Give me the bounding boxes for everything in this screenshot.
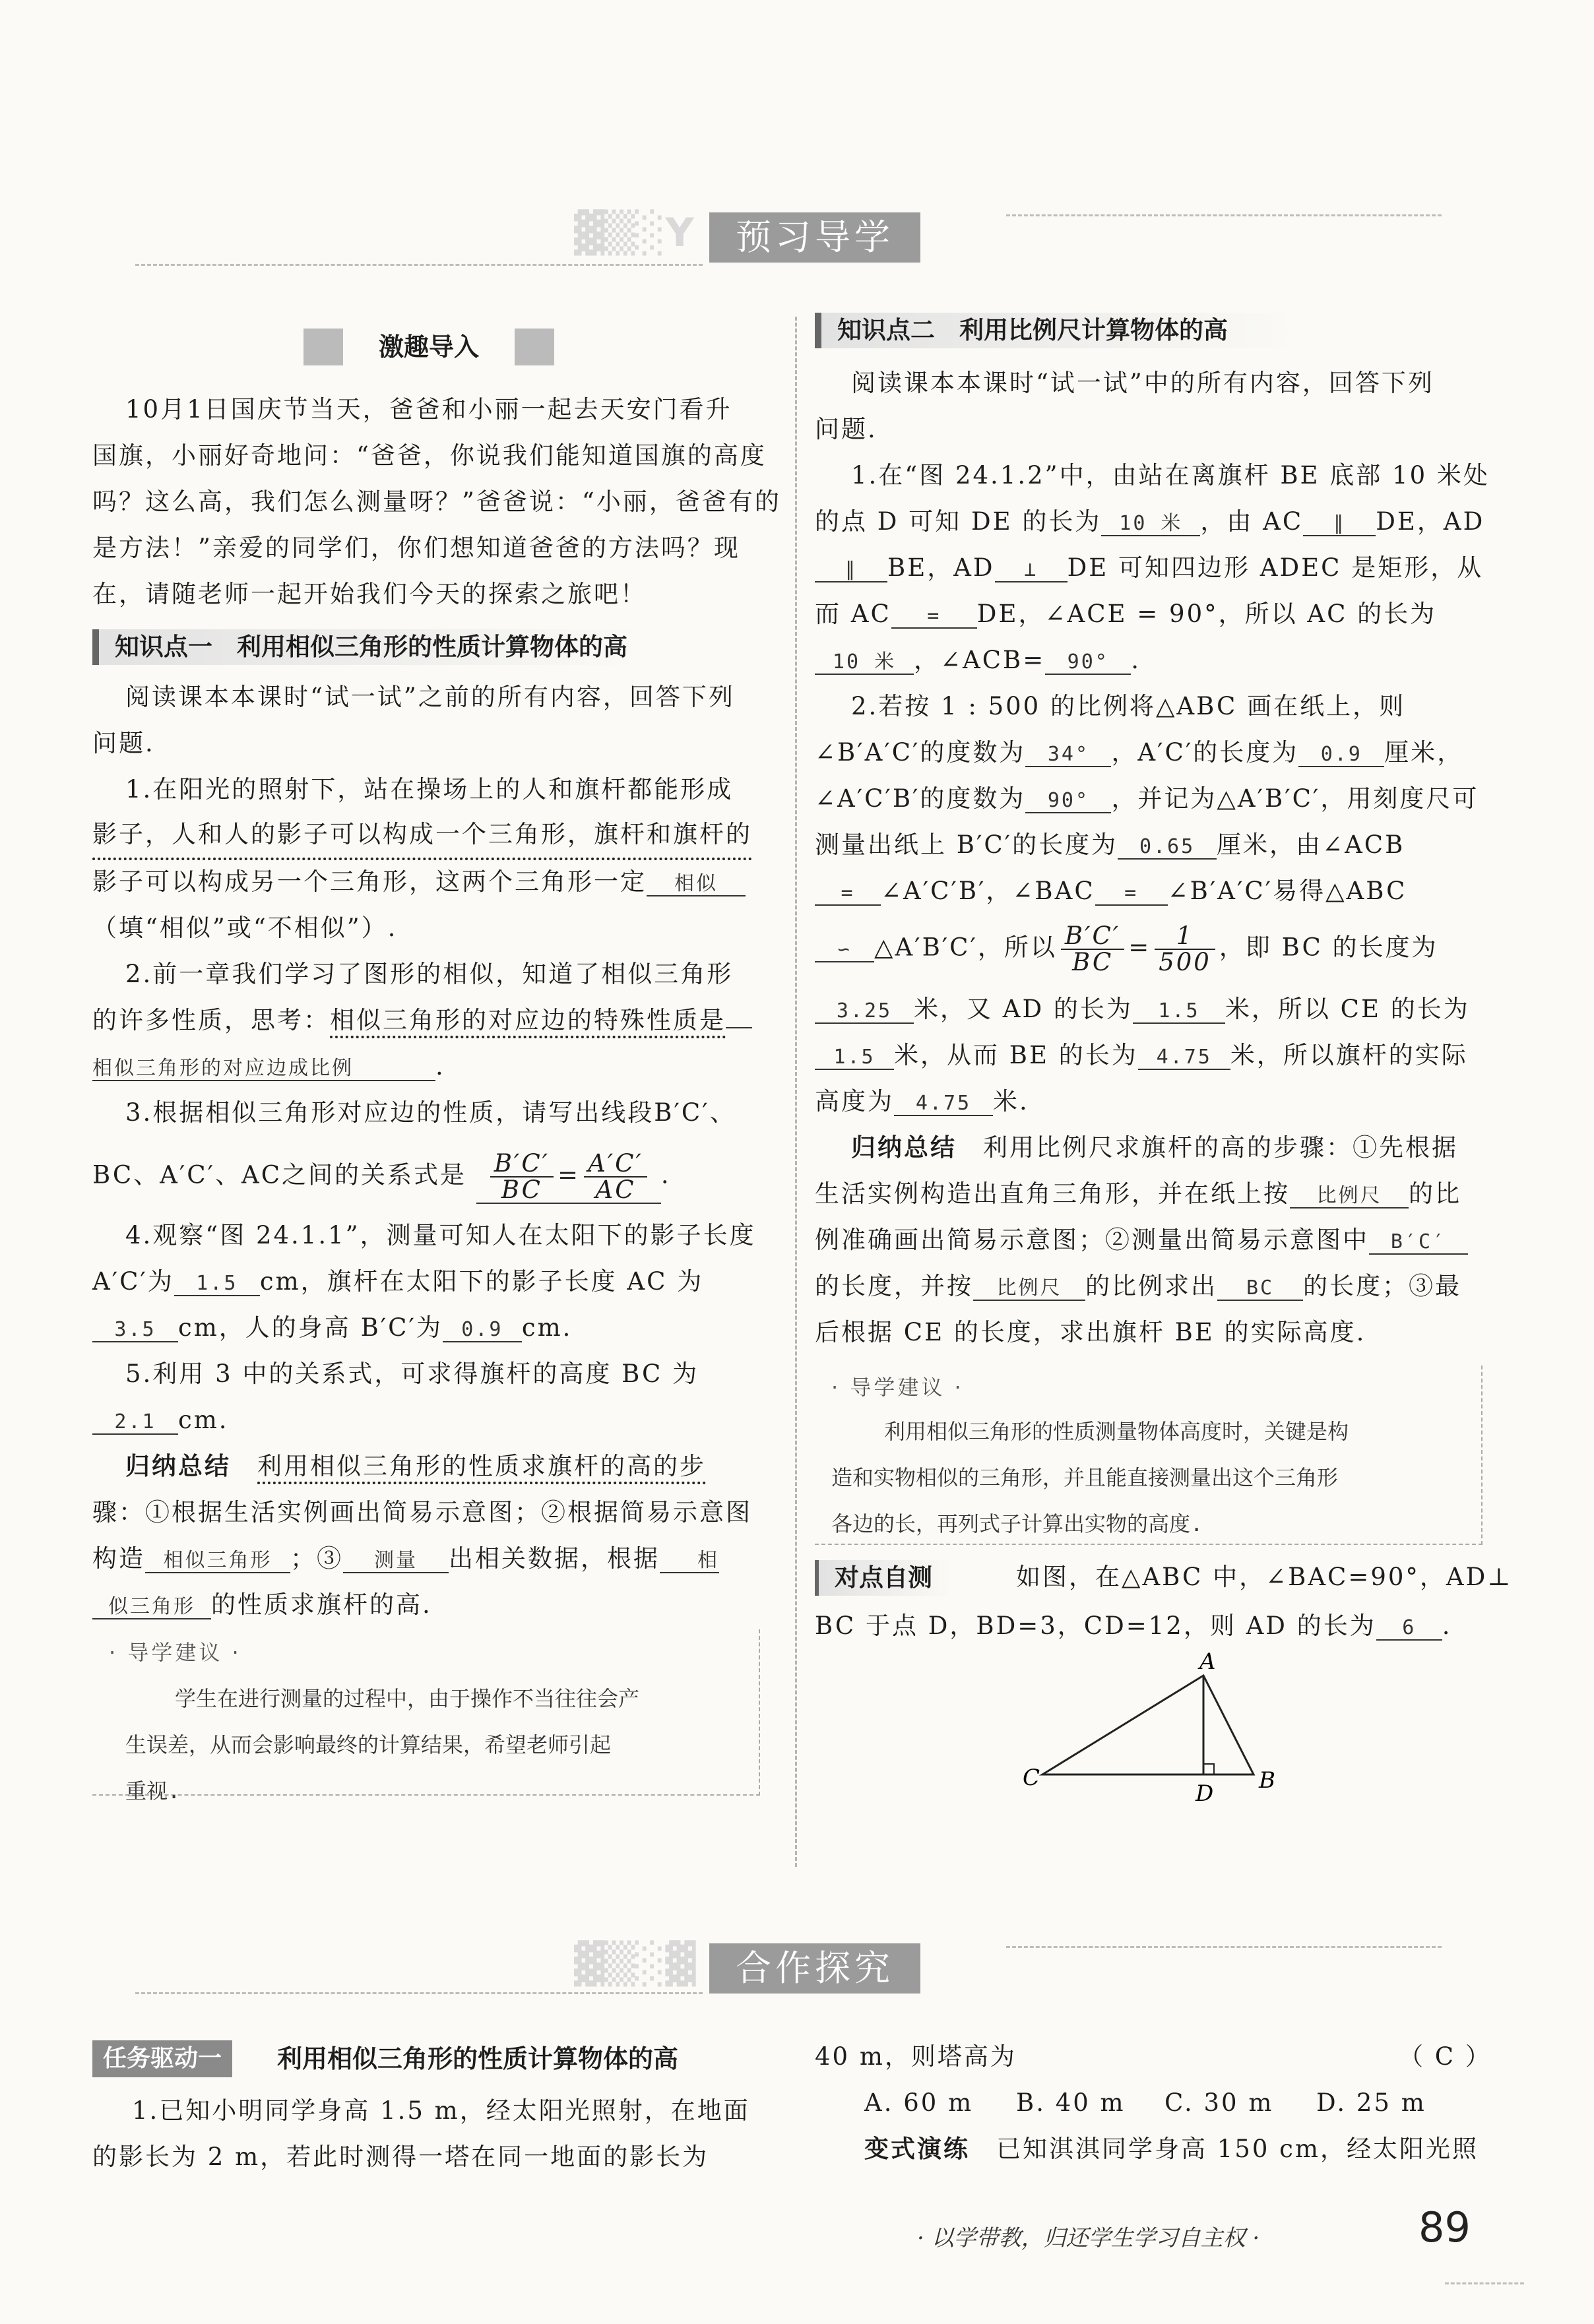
r2-answer-2: 0.9: [1298, 743, 1384, 767]
q3-answer: [476, 1151, 661, 1204]
r2-2b: ，A′C′的长度为: [1111, 738, 1299, 767]
right-summary-answer-2: B′C′: [1369, 1231, 1468, 1255]
r2-7a: 米，又 AD 的长为: [914, 995, 1133, 1023]
variant-text: 已知淇淇同学身高 150 cm，经太阳光照: [996, 2135, 1479, 2163]
r2-5a: ∠A′C′B′，∠BAC: [881, 877, 1095, 905]
r2-line-3: [815, 776, 1479, 822]
kp2-read-2: 问题.: [815, 415, 877, 443]
left-summary-label: 归纳总结: [125, 1452, 231, 1480]
q4-line-3: [92, 1305, 572, 1351]
q1-answer: 相似: [647, 873, 746, 896]
r2-6b: ，即 BC 的长度为: [1219, 933, 1438, 962]
self-test-2a: BC 于点 D，BD=3，CD=12，则 AD 的长为: [815, 1612, 1376, 1640]
r2-line-9: [815, 1079, 1029, 1125]
label-d: D: [1196, 1780, 1214, 1807]
right-summary-line-1: [851, 1125, 1458, 1171]
intro-line-1: 10月1日国庆节当天，爸爸和小丽一起去天安门看升: [125, 395, 732, 424]
left-tip-line-1: 学生在进行测量的过程中，由于操作不当往往会产: [175, 1686, 640, 1711]
r2-3b: ，并记为△A′B′C′，用刻度尺可: [1111, 784, 1479, 813]
label-b: B: [1259, 1767, 1275, 1794]
option-a: A. 60 m: [864, 2088, 974, 2117]
page-number: 89: [1419, 2203, 1471, 2251]
q2-answer: 相似三角形的对应边成比例: [92, 1057, 435, 1081]
t1-answer: （ C ）: [1399, 2042, 1492, 2071]
q3-fraction-2: [584, 1151, 647, 1203]
r1-line-1: 1.在“图 24.1.2”中，由站在离旗杆 BE 底部 10 米处: [851, 461, 1490, 489]
kp2-read-1: 阅读课本本课时“试一试”中的所有内容，回答下列: [851, 369, 1434, 397]
right-summary-line-2: [815, 1171, 1461, 1217]
r2-answer-3: 90°: [1025, 790, 1111, 813]
r2-line-1: 2.若按 1 : 500 的比例将△ABC 画在纸上，则: [851, 692, 1406, 720]
left-tip-line-3: 重视.: [125, 1778, 181, 1804]
q1-line-1: 1.在阳光的照射下，站在操场上的人和旗杆都能形成: [125, 775, 734, 803]
q3-line-2: BC、A′C′、AC之间的关系式是 $\frac{B'C'}{BC}$ = $\frac{A'C'}{AC}$ .: [92, 1149, 671, 1204]
r2-answer-11: 4.75: [1138, 1046, 1230, 1070]
kp1-heading: 知识点一 利用相似三角形的性质计算物体的高: [92, 629, 781, 665]
t1-right-line-1: 40 m，则塔高为: [815, 2042, 1017, 2071]
self-test-answer: 6: [1376, 1617, 1442, 1641]
kp2-heading: 知识点二 利用比例尺计算物体的高: [815, 313, 1418, 348]
right-tip-label: · 导学建议 ·: [831, 1375, 964, 1400]
r2-8b: 米，所以旗杆的实际: [1230, 1041, 1468, 1069]
right-summary-line-5: 后根据 CE 的长度，求出旗杆 BE 的实际高度.: [815, 1318, 1366, 1346]
left-summary-3c: 出相关数据，根据: [449, 1544, 660, 1573]
r1-answer-3: ∥: [815, 559, 887, 582]
option-b: B. 40 m: [1016, 2088, 1126, 2117]
r2-3a: ∠A′C′B′的度数为: [815, 784, 1026, 813]
footer-decoration: [1445, 2282, 1524, 2284]
q5-unit: cm.: [178, 1406, 229, 1434]
label-a: A: [1199, 1649, 1216, 1675]
r2-line-4: [815, 822, 1405, 868]
task-label: 任务驱动一: [92, 2040, 232, 2077]
t1-line-2: 的影长为 2 m，若此时测得一塔在同一地面的影长为: [92, 2143, 709, 2171]
r1-line-3: [815, 545, 1483, 591]
r1-line-4: [815, 591, 1436, 637]
q5-answer: 2.1: [92, 1411, 178, 1435]
r1-line-5: [815, 637, 1141, 683]
left-summary-answer-3a: 相: [660, 1550, 719, 1573]
r2-answer-7: ∽: [815, 939, 874, 962]
r2-answer-8: 3.25: [815, 1000, 914, 1024]
q3-den2: AC: [595, 1176, 636, 1204]
q2-blank-lead: [726, 1027, 752, 1028]
right-summary-line-4: [815, 1263, 1461, 1309]
column-divider: [795, 317, 797, 1867]
r1-3b: DE 可知四边形 ADEC 是矩形，从: [1067, 553, 1484, 582]
r1-4a: 而 AC: [815, 600, 891, 628]
q4-line-2a: A′C′为: [92, 1267, 174, 1296]
r2-answer-9: 1.5: [1133, 1000, 1225, 1024]
r2-line-6: [815, 924, 1438, 975]
right-angle-mark: [1203, 1764, 1214, 1774]
q1-line-2: 影子，人和人的影子可以构成一个三角形，旗杆和旗杆的: [92, 813, 752, 860]
footer-motto: · 以学带教，归还学生学习自主权 ·: [917, 2225, 1260, 2251]
right-summary-4c: 的长度；③最: [1303, 1272, 1461, 1300]
intro-line-3: 吗？这么高，我们怎么测量呀？”爸爸说：“小丽，爸爸有的: [92, 487, 781, 516]
self-test-2b: .: [1442, 1612, 1452, 1640]
left-tip-label: · 导学建议 ·: [109, 1640, 241, 1665]
q3-line-2-text: BC、A′C′、AC之间的关系式是: [92, 1160, 467, 1189]
r2-2a: ∠B′A′C′的度数为: [815, 738, 1026, 767]
right-summary-answer-3: 比例尺: [973, 1277, 1085, 1301]
q1-line-3: [92, 859, 746, 905]
task-title: 利用相似三角形的性质计算物体的高: [277, 2044, 679, 2073]
q4-line-1: 4.观察“图 24.1.1”，测量可知人在太阳下的影子长度: [125, 1221, 756, 1249]
left-summary-3a: 构造: [92, 1544, 145, 1573]
q4-line-3b: cm，人的身高 B′C′为: [178, 1313, 443, 1342]
right-summary-4b: 的比例求出: [1085, 1272, 1217, 1300]
r2-fraction-2: [1155, 924, 1215, 975]
coop-divider-left: [135, 1992, 703, 1994]
triangle-figure: [1003, 1649, 1306, 1807]
left-tip-line-2: 生误差，从而会影响最终的计算结果，希望老师引起: [125, 1732, 612, 1757]
r2-fd1: BC: [1071, 948, 1114, 976]
left-summary-4: 的性质求旗杆的高.: [211, 1590, 432, 1619]
variant-label: 变式演练: [864, 2135, 970, 2163]
self-test-line-2: [815, 1603, 1452, 1649]
r1-2b: ，由 AC: [1200, 507, 1304, 536]
q3-line-1: 3.根据相似三角形对应边的性质，请写出线段B′C′、: [125, 1098, 736, 1127]
q3-den1: BC: [501, 1176, 542, 1204]
r2-answer-12: 4.75: [894, 1092, 993, 1116]
r2-7b: 米，所以 CE 的长为: [1225, 995, 1470, 1023]
left-summary-line-3: [92, 1536, 719, 1582]
r1-answer-6: 10 米: [815, 651, 914, 675]
right-summary-3a: 例准确画出简易示意图；②测量出简易示意图中: [815, 1226, 1369, 1254]
intro-title: 激趣导入: [303, 329, 554, 365]
q3-fraction-1: [490, 1151, 554, 1203]
kp1-read-2: 问题.: [92, 729, 155, 757]
r2-fn1: B′C′: [1061, 924, 1124, 950]
q4-answer-3: 0.9: [443, 1319, 522, 1342]
q2-line-2a: 的许多性质，思考：: [92, 1006, 330, 1034]
q5-line-2: [92, 1397, 229, 1443]
q2-line-2b: 相似三角形的对应边的特殊性质是: [330, 1006, 726, 1038]
r2-line-7: [815, 986, 1470, 1032]
q2-line-2: [92, 997, 752, 1044]
left-summary-line-2: 骤：①根据生活实例画出简易示意图；②根据简易示意图: [92, 1498, 752, 1526]
q3-num2: A′C′: [584, 1151, 647, 1178]
r1-answer-1: 10 米: [1101, 513, 1200, 536]
banner-preview-title: 预习导学: [709, 212, 920, 263]
r1-answer-7: 90°: [1045, 651, 1131, 675]
intro-line-5: 在，请随老师一起开始我们今天的探索之旅吧！: [92, 580, 647, 608]
r2-answer-5: =: [815, 882, 881, 906]
intro-line-2: 国旗，小丽好奇地问：“爸爸，你说我们能知道国旗的高度: [92, 441, 767, 470]
r2-4a: 测量出纸上 B′C′的长度为: [815, 831, 1118, 859]
q1-line-4: （填“相似”或“不相似”）.: [92, 914, 398, 942]
r1-2c: DE，AD: [1376, 507, 1485, 536]
left-summary-answer-1: 相似三角形: [145, 1550, 290, 1573]
option-d: D. 25 m: [1316, 2088, 1426, 2117]
r2-line-5: [815, 868, 1407, 914]
r1-5a: ，∠ACB=: [914, 646, 1046, 674]
right-tip-line-2: 造和实物相似的三角形，并且能直接测量出这个三角形: [831, 1465, 1339, 1490]
r2-answer-10: 1.5: [815, 1046, 894, 1070]
triangle-abc: [1042, 1676, 1254, 1774]
t1-line-1: 1.已知小明同学身高 1.5 m，经太阳光照射，在地面: [132, 2096, 750, 2125]
right-tip-line-1: 利用相似三角形的性质测量物体高度时，关键是构: [884, 1419, 1349, 1444]
left-summary-3b: ；③: [290, 1544, 343, 1573]
r1-answer-5: =: [891, 605, 977, 629]
r2-6a: △A′B′C′，所以: [874, 933, 1057, 962]
r2-answer-1: 34°: [1025, 743, 1111, 767]
r2-9a: 高度为: [815, 1087, 894, 1115]
self-test-line-1: 如图，在△ABC 中，∠BAC=90°，AD⊥: [1016, 1563, 1513, 1591]
r1-2a: 的点 D 可知 DE 的长为: [815, 507, 1102, 536]
r2-answer-4: 0.65: [1118, 836, 1217, 860]
left-summary-answer-3b: 似三角形: [92, 1596, 211, 1619]
right-summary-4a: 的长度，并按: [815, 1272, 973, 1300]
q3-num1: B′C′: [490, 1151, 554, 1178]
r2-answer-6: =: [1095, 882, 1168, 906]
left-summary-answer-2: 测量: [343, 1550, 449, 1573]
r1-5b: .: [1131, 646, 1141, 674]
right-summary-line-3: [815, 1217, 1468, 1263]
left-summary-line-1: [125, 1443, 706, 1490]
q1-line-3-text: 影子可以构成另一个三角形，这两个三角形一定: [92, 867, 647, 896]
r2-5b: ∠B′A′C′易得△ABC: [1167, 877, 1407, 905]
banner-coop-title: 合作探究: [709, 1943, 920, 1994]
kp1-read-1: 阅读课本本课时“试一试”之前的所有内容，回答下列: [125, 683, 735, 711]
r2-eq: =: [1128, 933, 1151, 962]
r2-4b: 厘米，由∠ACB: [1217, 831, 1405, 859]
left-summary-text-1: 利用相似三角形的性质求旗杆的高的步: [257, 1452, 706, 1484]
r1-answer-4: ⊥: [995, 559, 1068, 582]
option-c: C. 30 m: [1164, 2088, 1274, 2117]
right-tip-line-3: 各边的长，再列式子计算出实物的高度.: [831, 1511, 1203, 1536]
coop-banner-decoration: ▓▒░▓: [574, 1941, 696, 1987]
right-summary-label: 归纳总结: [851, 1133, 957, 1162]
right-summary-2b: 的比: [1409, 1179, 1461, 1208]
q3-eq: =: [558, 1160, 581, 1189]
coop-divider-right: [1006, 1946, 1442, 1948]
q4-answer-2: 3.5: [92, 1319, 178, 1342]
r2-2c: 厘米，: [1384, 738, 1464, 767]
r2-fd2: 500: [1159, 948, 1211, 976]
q5-line-1: 5.利用 3 中的关系式，可求得旗杆的高度 BC 为: [125, 1360, 699, 1388]
variant-line: [864, 2126, 1479, 2172]
right-summary-answer-4: BC: [1217, 1277, 1303, 1301]
q2-line-3: 相似三角形的对应边成比例 .: [92, 1052, 445, 1081]
r2-line-8: [815, 1032, 1468, 1079]
label-c: C: [1023, 1765, 1040, 1791]
q4-line-2: [92, 1259, 703, 1305]
q2-line-1: 2.前一章我们学习了图形的相似，知道了相似三角形: [125, 960, 734, 988]
right-summary-2a: 生活实例构造出直角三角形，并在纸上按: [815, 1179, 1290, 1208]
intro-line-4: 是方法！”亲爱的同学们，你们想知道爸爸的方法吗？现: [92, 534, 740, 562]
r2-line-2: [815, 730, 1463, 776]
banner-decoration: ▓▒░Y: [574, 210, 694, 256]
r1-line-2: [815, 499, 1484, 545]
r2-fn2: 1: [1155, 924, 1215, 950]
r1-answer-2: ∥: [1303, 513, 1376, 536]
q4-line-2b: cm，旗杆在太阳下的影子长度 AC 为: [259, 1267, 704, 1296]
right-summary-text-1: 利用比例尺求旗杆的高的步骤：①先根据: [983, 1133, 1458, 1162]
banner-divider-right: [1006, 214, 1442, 216]
right-summary-answer-1: 比例尺: [1290, 1185, 1409, 1209]
self-test-label: 对点自测: [815, 1560, 986, 1596]
q4-line-3c: cm.: [521, 1313, 573, 1342]
r1-4b: DE，∠ACE = 90°，所以 AC 的长为: [976, 600, 1437, 628]
r1-3a: BE，AD: [887, 553, 995, 582]
q4-answer-1: 1.5: [174, 1272, 260, 1296]
banner-divider-left: [135, 264, 703, 266]
left-summary-line-4: [92, 1582, 432, 1628]
r2-9b: 米.: [993, 1087, 1029, 1115]
r2-fraction-1: [1061, 924, 1124, 975]
r2-8a: 米，从而 BE 的长为: [894, 1041, 1138, 1069]
